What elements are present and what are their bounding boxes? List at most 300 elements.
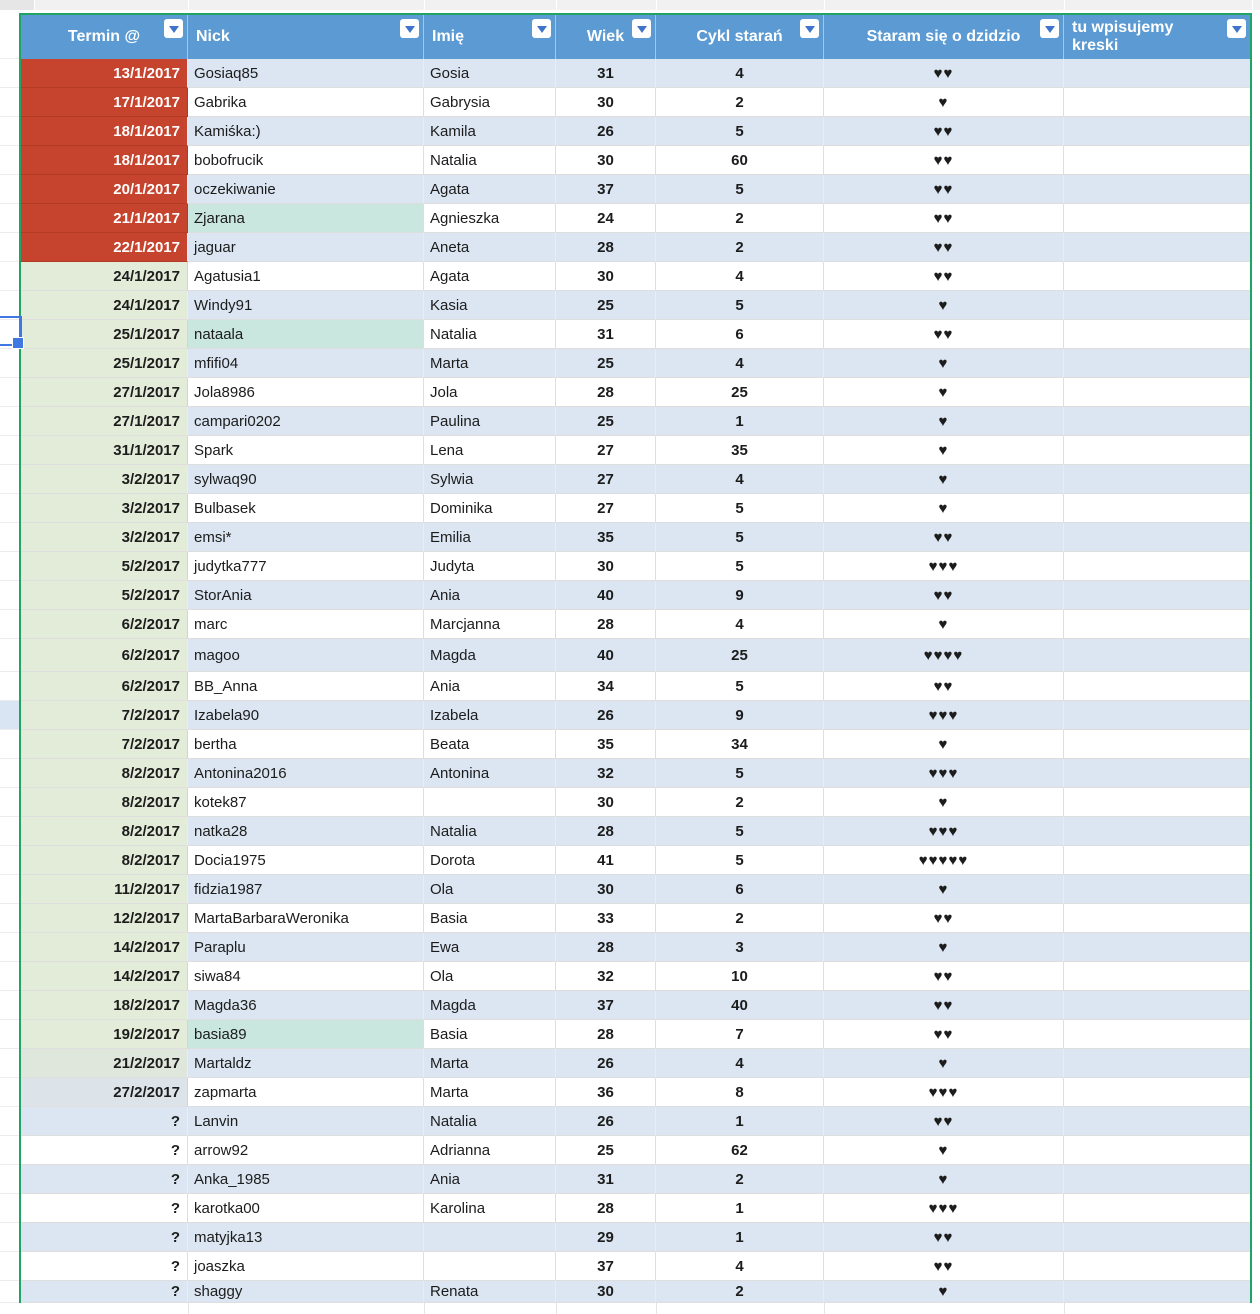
date-cell[interactable]: 14/2/2017 [21, 933, 188, 962]
gutter-cell[interactable] [0, 1165, 19, 1194]
cykl-cell[interactable]: 5 [656, 846, 824, 875]
cykl-cell[interactable]: 2 [656, 1281, 824, 1303]
hearts-cell[interactable]: ♥ [824, 407, 1064, 436]
cykl-cell[interactable]: 2 [656, 1165, 824, 1194]
cykl-cell[interactable]: 5 [656, 175, 824, 204]
nick-cell[interactable]: mfifi04 [188, 349, 424, 378]
hearts-cell[interactable]: ♥♥ [824, 991, 1064, 1020]
nick-cell[interactable]: sylwaq90 [188, 465, 424, 494]
date-cell[interactable]: 3/2/2017 [21, 465, 188, 494]
kreski-cell[interactable] [1064, 846, 1250, 875]
gutter-cell[interactable] [0, 88, 19, 117]
filter-dropdown-button-kreski[interactable] [1227, 19, 1246, 38]
kreski-cell[interactable] [1064, 1281, 1250, 1303]
hearts-cell[interactable]: ♥ [824, 788, 1064, 817]
kreski-cell[interactable] [1064, 1049, 1250, 1078]
kreski-cell[interactable] [1064, 1194, 1250, 1223]
wiek-cell[interactable]: 37 [556, 991, 656, 1020]
kreski-cell[interactable] [1064, 1020, 1250, 1049]
hearts-cell[interactable]: ♥♥♥♥♥ [824, 846, 1064, 875]
hearts-cell[interactable]: ♥♥ [824, 117, 1064, 146]
date-cell[interactable]: ? [21, 1165, 188, 1194]
gutter-cell[interactable] [0, 378, 19, 407]
wiek-cell[interactable]: 26 [556, 117, 656, 146]
gutter-cell[interactable] [0, 233, 19, 262]
gutter-cell[interactable] [0, 672, 19, 701]
filter-dropdown-button-cykl[interactable] [800, 19, 819, 38]
hearts-cell[interactable]: ♥♥♥ [824, 817, 1064, 846]
imie-cell[interactable]: Natalia [424, 146, 556, 175]
cykl-cell[interactable]: 9 [656, 701, 824, 730]
date-cell[interactable]: 21/1/2017 [21, 204, 188, 233]
hearts-cell[interactable]: ♥ [824, 875, 1064, 904]
imie-cell[interactable]: Karolina [424, 1194, 556, 1223]
hearts-cell[interactable]: ♥ [824, 1136, 1064, 1165]
cykl-cell[interactable]: 4 [656, 465, 824, 494]
imie-cell[interactable]: Beata [424, 730, 556, 759]
imie-cell[interactable]: Natalia [424, 1107, 556, 1136]
wiek-cell[interactable]: 31 [556, 59, 656, 88]
date-cell[interactable]: 11/2/2017 [21, 875, 188, 904]
cykl-cell[interactable]: 2 [656, 233, 824, 262]
hearts-cell[interactable]: ♥ [824, 378, 1064, 407]
nick-cell[interactable]: karotka00 [188, 1194, 424, 1223]
wiek-cell[interactable]: 37 [556, 1252, 656, 1281]
date-cell[interactable]: 19/2/2017 [21, 1020, 188, 1049]
wiek-cell[interactable]: 28 [556, 933, 656, 962]
kreski-cell[interactable] [1064, 672, 1250, 701]
date-cell[interactable]: 25/1/2017 [21, 320, 188, 349]
hearts-cell[interactable]: ♥ [824, 933, 1064, 962]
cykl-cell[interactable]: 4 [656, 1049, 824, 1078]
gutter-cell[interactable] [0, 1049, 19, 1078]
date-cell[interactable]: 6/2/2017 [21, 639, 188, 672]
nick-cell[interactable]: Izabela90 [188, 701, 424, 730]
hearts-cell[interactable]: ♥♥ [824, 1252, 1064, 1281]
gutter-cell[interactable] [0, 610, 19, 639]
nick-cell[interactable]: Lanvin [188, 1107, 424, 1136]
wiek-cell[interactable]: 28 [556, 1020, 656, 1049]
hearts-cell[interactable]: ♥♥♥ [824, 701, 1064, 730]
kreski-cell[interactable] [1064, 639, 1250, 672]
imie-cell[interactable]: Dorota [424, 846, 556, 875]
nick-cell[interactable]: Agatusia1 [188, 262, 424, 291]
kreski-cell[interactable] [1064, 494, 1250, 523]
nick-cell[interactable]: marc [188, 610, 424, 639]
gutter-cell[interactable] [0, 117, 19, 146]
nick-cell[interactable]: Docia1975 [188, 846, 424, 875]
filter-dropdown-button-imie[interactable] [532, 19, 551, 38]
gutter-cell[interactable] [0, 788, 19, 817]
hearts-cell[interactable]: ♥♥ [824, 204, 1064, 233]
nick-cell[interactable]: natka28 [188, 817, 424, 846]
wiek-cell[interactable]: 26 [556, 701, 656, 730]
date-cell[interactable]: 13/1/2017 [21, 59, 188, 88]
imie-cell[interactable]: Aneta [424, 233, 556, 262]
wiek-cell[interactable]: 41 [556, 846, 656, 875]
nick-cell[interactable]: kotek87 [188, 788, 424, 817]
nick-cell[interactable]: basia89 [188, 1020, 424, 1049]
gutter-cell[interactable] [0, 204, 19, 233]
date-cell[interactable]: 18/1/2017 [21, 117, 188, 146]
nick-cell[interactable]: MartaBarbaraWeronika [188, 904, 424, 933]
kreski-cell[interactable] [1064, 933, 1250, 962]
cykl-cell[interactable]: 10 [656, 962, 824, 991]
wiek-cell[interactable]: 24 [556, 204, 656, 233]
kreski-cell[interactable] [1064, 788, 1250, 817]
date-cell[interactable]: 27/2/2017 [21, 1078, 188, 1107]
gutter-cell[interactable] [0, 407, 19, 436]
kreski-cell[interactable] [1064, 233, 1250, 262]
kreski-cell[interactable] [1064, 1223, 1250, 1252]
cykl-cell[interactable]: 4 [656, 1252, 824, 1281]
filter-dropdown-button-nick[interactable] [400, 19, 419, 38]
nick-cell[interactable]: bertha [188, 730, 424, 759]
date-cell[interactable]: 27/1/2017 [21, 407, 188, 436]
wiek-cell[interactable]: 26 [556, 1049, 656, 1078]
wiek-cell[interactable]: 40 [556, 639, 656, 672]
nick-cell[interactable]: magoo [188, 639, 424, 672]
kreski-cell[interactable] [1064, 1165, 1250, 1194]
date-cell[interactable]: 7/2/2017 [21, 701, 188, 730]
gutter-cell[interactable] [0, 1078, 19, 1107]
cykl-cell[interactable]: 8 [656, 1078, 824, 1107]
nick-cell[interactable]: Kamiśka:) [188, 117, 424, 146]
gutter-cell[interactable] [0, 59, 19, 88]
date-cell[interactable]: 6/2/2017 [21, 672, 188, 701]
gutter-cell[interactable] [0, 349, 19, 378]
imie-cell[interactable]: Renata [424, 1281, 556, 1303]
nick-cell[interactable]: Gosiaq85 [188, 59, 424, 88]
gutter-cell[interactable] [0, 701, 19, 730]
wiek-cell[interactable]: 31 [556, 1165, 656, 1194]
date-cell[interactable]: ? [21, 1107, 188, 1136]
wiek-cell[interactable]: 35 [556, 523, 656, 552]
imie-cell[interactable]: Marta [424, 1078, 556, 1107]
gutter-cell[interactable] [0, 730, 19, 759]
kreski-cell[interactable] [1064, 1078, 1250, 1107]
nick-cell[interactable]: Gabrika [188, 88, 424, 117]
gutter-cell[interactable] [0, 817, 19, 846]
hearts-cell[interactable]: ♥♥ [824, 1020, 1064, 1049]
gutter-cell[interactable] [0, 639, 19, 672]
kreski-cell[interactable] [1064, 146, 1250, 175]
wiek-cell[interactable]: 30 [556, 875, 656, 904]
hearts-cell[interactable]: ♥♥ [824, 962, 1064, 991]
wiek-cell[interactable]: 28 [556, 610, 656, 639]
hearts-cell[interactable]: ♥♥ [824, 581, 1064, 610]
date-cell[interactable]: 18/2/2017 [21, 991, 188, 1020]
kreski-cell[interactable] [1064, 407, 1250, 436]
gutter-cell[interactable] [0, 1194, 19, 1223]
imie-cell[interactable]: Kamila [424, 117, 556, 146]
nick-cell[interactable]: Anka_1985 [188, 1165, 424, 1194]
nick-cell[interactable]: Zjarana [188, 204, 424, 233]
cykl-cell[interactable]: 1 [656, 1194, 824, 1223]
filter-dropdown-button-wiek[interactable] [632, 19, 651, 38]
wiek-cell[interactable]: 26 [556, 1107, 656, 1136]
cykl-cell[interactable]: 34 [656, 730, 824, 759]
cykl-cell[interactable]: 2 [656, 904, 824, 933]
imie-cell[interactable]: Ewa [424, 933, 556, 962]
wiek-cell[interactable]: 30 [556, 88, 656, 117]
date-cell[interactable]: 8/2/2017 [21, 846, 188, 875]
hearts-cell[interactable]: ♥♥ [824, 146, 1064, 175]
kreski-cell[interactable] [1064, 88, 1250, 117]
cykl-cell[interactable]: 4 [656, 610, 824, 639]
date-cell[interactable]: 27/1/2017 [21, 378, 188, 407]
wiek-cell[interactable]: 25 [556, 1136, 656, 1165]
kreski-cell[interactable] [1064, 904, 1250, 933]
nick-cell[interactable]: StorAnia [188, 581, 424, 610]
kreski-cell[interactable] [1064, 581, 1250, 610]
cykl-cell[interactable]: 7 [656, 1020, 824, 1049]
gutter-cell[interactable] [0, 1136, 19, 1165]
kreski-cell[interactable] [1064, 1136, 1250, 1165]
wiek-cell[interactable]: 32 [556, 759, 656, 788]
nick-cell[interactable]: jaguar [188, 233, 424, 262]
hearts-cell[interactable]: ♥♥ [824, 672, 1064, 701]
imie-cell[interactable]: Magda [424, 639, 556, 672]
imie-cell[interactable]: Paulina [424, 407, 556, 436]
cykl-cell[interactable]: 5 [656, 523, 824, 552]
cykl-cell[interactable]: 5 [656, 117, 824, 146]
kreski-cell[interactable] [1064, 610, 1250, 639]
date-cell[interactable]: 18/1/2017 [21, 146, 188, 175]
kreski-cell[interactable] [1064, 378, 1250, 407]
imie-cell[interactable]: Marta [424, 1049, 556, 1078]
gutter-cell[interactable] [0, 175, 19, 204]
hearts-cell[interactable]: ♥♥ [824, 904, 1064, 933]
nick-cell[interactable]: matyjka13 [188, 1223, 424, 1252]
cykl-cell[interactable]: 3 [656, 933, 824, 962]
imie-cell[interactable] [424, 788, 556, 817]
hearts-cell[interactable]: ♥♥ [824, 320, 1064, 349]
imie-cell[interactable]: Kasia [424, 291, 556, 320]
imie-cell[interactable] [424, 1223, 556, 1252]
date-cell[interactable]: 14/2/2017 [21, 962, 188, 991]
hearts-cell[interactable]: ♥ [824, 349, 1064, 378]
date-cell[interactable]: 22/1/2017 [21, 233, 188, 262]
wiek-cell[interactable]: 31 [556, 320, 656, 349]
gutter-cell[interactable] [0, 962, 19, 991]
hearts-cell[interactable]: ♥♥ [824, 59, 1064, 88]
nick-cell[interactable]: Paraplu [188, 933, 424, 962]
cykl-cell[interactable]: 6 [656, 320, 824, 349]
wiek-cell[interactable]: 30 [556, 1281, 656, 1303]
cykl-cell[interactable]: 2 [656, 788, 824, 817]
nick-cell[interactable]: Jola8986 [188, 378, 424, 407]
cykl-cell[interactable]: 40 [656, 991, 824, 1020]
hearts-cell[interactable]: ♥♥ [824, 1223, 1064, 1252]
cykl-cell[interactable]: 5 [656, 817, 824, 846]
nick-cell[interactable]: oczekiwanie [188, 175, 424, 204]
nick-cell[interactable]: Spark [188, 436, 424, 465]
imie-cell[interactable]: Ania [424, 672, 556, 701]
hearts-cell[interactable]: ♥ [824, 1281, 1064, 1303]
kreski-cell[interactable] [1064, 436, 1250, 465]
cykl-cell[interactable]: 1 [656, 1223, 824, 1252]
wiek-cell[interactable]: 40 [556, 581, 656, 610]
imie-cell[interactable]: Ola [424, 962, 556, 991]
hearts-cell[interactable]: ♥♥ [824, 1107, 1064, 1136]
date-cell[interactable]: ? [21, 1136, 188, 1165]
nick-cell[interactable]: siwa84 [188, 962, 424, 991]
wiek-cell[interactable]: 27 [556, 436, 656, 465]
imie-cell[interactable]: Ania [424, 581, 556, 610]
date-cell[interactable]: ? [21, 1281, 188, 1303]
hearts-cell[interactable]: ♥♥ [824, 262, 1064, 291]
nick-cell[interactable]: Bulbasek [188, 494, 424, 523]
wiek-cell[interactable]: 30 [556, 552, 656, 581]
kreski-cell[interactable] [1064, 991, 1250, 1020]
wiek-cell[interactable]: 36 [556, 1078, 656, 1107]
nick-cell[interactable]: Windy91 [188, 291, 424, 320]
date-cell[interactable]: 8/2/2017 [21, 788, 188, 817]
kreski-cell[interactable] [1064, 465, 1250, 494]
wiek-cell[interactable]: 28 [556, 233, 656, 262]
imie-cell[interactable]: Emilia [424, 523, 556, 552]
date-cell[interactable]: 24/1/2017 [21, 291, 188, 320]
kreski-cell[interactable] [1064, 759, 1250, 788]
date-cell[interactable]: 5/2/2017 [21, 581, 188, 610]
cykl-cell[interactable]: 62 [656, 1136, 824, 1165]
date-cell[interactable]: 17/1/2017 [21, 88, 188, 117]
date-cell[interactable]: ? [21, 1252, 188, 1281]
kreski-cell[interactable] [1064, 1252, 1250, 1281]
kreski-cell[interactable] [1064, 320, 1250, 349]
gutter-cell[interactable] [0, 1020, 19, 1049]
gutter-cell[interactable] [0, 262, 19, 291]
date-cell[interactable]: 24/1/2017 [21, 262, 188, 291]
date-cell[interactable]: 3/2/2017 [21, 523, 188, 552]
imie-cell[interactable]: Gabrysia [424, 88, 556, 117]
selection-fill-handle[interactable] [12, 337, 24, 349]
date-cell[interactable]: 6/2/2017 [21, 610, 188, 639]
gutter-cell[interactable] [0, 1252, 19, 1281]
hearts-cell[interactable]: ♥ [824, 1049, 1064, 1078]
imie-cell[interactable]: Ania [424, 1165, 556, 1194]
cykl-cell[interactable]: 1 [656, 407, 824, 436]
gutter-cell[interactable] [0, 933, 19, 962]
wiek-cell[interactable]: 30 [556, 262, 656, 291]
imie-cell[interactable]: Antonina [424, 759, 556, 788]
kreski-cell[interactable] [1064, 701, 1250, 730]
wiek-cell[interactable]: 28 [556, 1194, 656, 1223]
cykl-cell[interactable]: 60 [656, 146, 824, 175]
hearts-cell[interactable]: ♥♥♥ [824, 1194, 1064, 1223]
cykl-cell[interactable]: 5 [656, 759, 824, 788]
cykl-cell[interactable]: 6 [656, 875, 824, 904]
kreski-cell[interactable] [1064, 552, 1250, 581]
gutter-cell[interactable] [0, 465, 19, 494]
gutter-cell[interactable] [0, 552, 19, 581]
kreski-cell[interactable] [1064, 175, 1250, 204]
wiek-cell[interactable]: 32 [556, 962, 656, 991]
wiek-cell[interactable]: 30 [556, 788, 656, 817]
gutter-cell[interactable] [0, 1223, 19, 1252]
imie-cell[interactable]: Marta [424, 349, 556, 378]
kreski-cell[interactable] [1064, 291, 1250, 320]
nick-cell[interactable]: Martaldz [188, 1049, 424, 1078]
gutter-cell[interactable] [0, 1107, 19, 1136]
hearts-cell[interactable]: ♥♥ [824, 175, 1064, 204]
gutter-cell[interactable] [0, 759, 19, 788]
cykl-cell[interactable]: 2 [656, 204, 824, 233]
nick-cell[interactable]: arrow92 [188, 1136, 424, 1165]
nick-cell[interactable]: Antonina2016 [188, 759, 424, 788]
cykl-cell[interactable]: 25 [656, 639, 824, 672]
imie-cell[interactable]: Natalia [424, 817, 556, 846]
hearts-cell[interactable]: ♥ [824, 88, 1064, 117]
nick-cell[interactable]: Magda36 [188, 991, 424, 1020]
imie-cell[interactable] [424, 1252, 556, 1281]
wiek-cell[interactable]: 29 [556, 1223, 656, 1252]
imie-cell[interactable]: Dominika [424, 494, 556, 523]
kreski-cell[interactable] [1064, 262, 1250, 291]
kreski-cell[interactable] [1064, 730, 1250, 759]
imie-cell[interactable]: Ola [424, 875, 556, 904]
imie-cell[interactable]: Magda [424, 991, 556, 1020]
cykl-cell[interactable]: 1 [656, 1107, 824, 1136]
date-cell[interactable]: 5/2/2017 [21, 552, 188, 581]
hearts-cell[interactable]: ♥ [824, 1165, 1064, 1194]
nick-cell[interactable]: fidzia1987 [188, 875, 424, 904]
wiek-cell[interactable]: 34 [556, 672, 656, 701]
wiek-cell[interactable]: 28 [556, 378, 656, 407]
hearts-cell[interactable]: ♥ [824, 494, 1064, 523]
nick-cell[interactable]: nataala [188, 320, 424, 349]
gutter-cell[interactable] [0, 846, 19, 875]
wiek-cell[interactable]: 35 [556, 730, 656, 759]
date-cell[interactable]: ? [21, 1194, 188, 1223]
hearts-cell[interactable]: ♥♥♥ [824, 1078, 1064, 1107]
date-cell[interactable]: ? [21, 1223, 188, 1252]
kreski-cell[interactable] [1064, 817, 1250, 846]
date-cell[interactable]: 8/2/2017 [21, 817, 188, 846]
date-cell[interactable]: 20/1/2017 [21, 175, 188, 204]
imie-cell[interactable]: Agata [424, 262, 556, 291]
wiek-cell[interactable]: 37 [556, 175, 656, 204]
nick-cell[interactable]: BB_Anna [188, 672, 424, 701]
hearts-cell[interactable]: ♥ [824, 436, 1064, 465]
wiek-cell[interactable]: 27 [556, 465, 656, 494]
cykl-cell[interactable]: 4 [656, 262, 824, 291]
date-cell[interactable]: 3/2/2017 [21, 494, 188, 523]
filter-dropdown-button-dzidzio[interactable] [1040, 19, 1059, 38]
hearts-cell[interactable]: ♥♥♥ [824, 552, 1064, 581]
kreski-cell[interactable] [1064, 1107, 1250, 1136]
wiek-cell[interactable]: 25 [556, 349, 656, 378]
hearts-cell[interactable]: ♥ [824, 465, 1064, 494]
kreski-cell[interactable] [1064, 962, 1250, 991]
gutter-cell[interactable] [0, 146, 19, 175]
cykl-cell[interactable]: 2 [656, 88, 824, 117]
gutter-cell[interactable] [0, 494, 19, 523]
nick-cell[interactable]: emsi* [188, 523, 424, 552]
cykl-cell[interactable]: 5 [656, 494, 824, 523]
nick-cell[interactable]: bobofrucik [188, 146, 424, 175]
cykl-cell[interactable]: 4 [656, 59, 824, 88]
cykl-cell[interactable]: 5 [656, 672, 824, 701]
imie-cell[interactable]: Lena [424, 436, 556, 465]
kreski-cell[interactable] [1064, 523, 1250, 552]
wiek-cell[interactable]: 33 [556, 904, 656, 933]
imie-cell[interactable]: Agnieszka [424, 204, 556, 233]
nick-cell[interactable]: shaggy [188, 1281, 424, 1303]
gutter-cell[interactable] [0, 904, 19, 933]
nick-cell[interactable]: campari0202 [188, 407, 424, 436]
